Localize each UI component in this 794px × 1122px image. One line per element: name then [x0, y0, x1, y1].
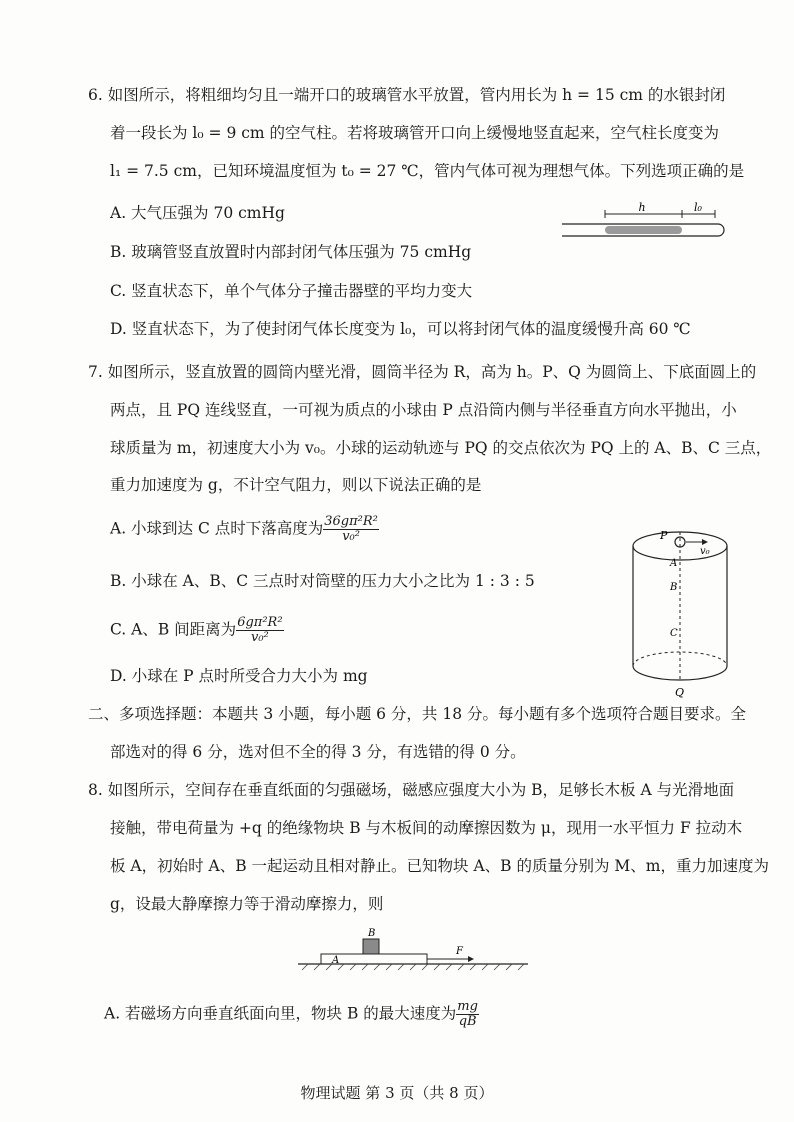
q8-option-a-numerator: mg — [457, 999, 478, 1014]
q7-fig-label-C: C — [670, 628, 678, 639]
q7-option-a-numerator: 36gπ²R² — [324, 514, 378, 529]
q7-cylinder-figure — [620, 518, 750, 700]
q7-option-c-numerator: 6gπ²R² — [237, 615, 283, 630]
q8-option-a-denominator: qB — [458, 1014, 477, 1029]
q8-option-a-fraction — [456, 1000, 479, 1029]
q6-stem-line1: 6. 如图所示，将粗细均匀且一端开口的玻璃管水平放置，管内用长为 h = 15 cm 的水银封闭 — [88, 86, 726, 104]
q8-fig-label-B: B — [368, 928, 376, 939]
q6-option-b: B. 玻璃管竖直放置时内部封闭气体压强为 75 cmHg — [110, 243, 472, 261]
section2-heading-line2: 部选对的得 6 分，选对但不全的得 3 分，有选错的得 0 分。 — [110, 743, 526, 761]
q7-option-b: B. 小球在 A、B、C 三点时对筒壁的压力大小之比为 1 : 3 : 5 — [110, 572, 535, 590]
q7-fig-label-A: A — [670, 558, 678, 569]
q6-fig-label-h: h — [638, 201, 646, 214]
q7-fig-label-Q: Q — [675, 686, 685, 699]
q8-option-a — [104, 1000, 479, 1029]
q7-stem-line1: 7. 如图所示，竖直放置的圆筒内壁光滑，圆筒半径为 R，高为 h。P、Q 为圆筒上、下底面圆上的 — [88, 363, 757, 381]
q7-option-a — [110, 515, 379, 544]
q8-stem-line1: 8. 如图所示，空间存在垂直纸面的匀强磁场，磁感应强度大小为 B，足够长木板 A 与光滑地面 — [88, 781, 735, 799]
q7-fig-label-v0: v₀ — [700, 546, 710, 557]
page-footer: 物理试题 第 3 页（共 8 页） — [300, 1084, 494, 1102]
q7-stem-line4: 重力加速度为 g，不计空气阻力，则以下说法正确的是 — [110, 476, 482, 494]
q8-stem-line2: 接触，带电荷量为 +q 的绝缘物块 B 与木板间的动摩擦因数为 μ，现用一水平恒力 F 拉动木 — [110, 819, 743, 837]
q7-option-a-text: A. 小球到达 C 点时下落高度为 — [110, 519, 324, 538]
q6-glass-tube-figure — [560, 200, 730, 244]
q7-option-c-fraction — [236, 616, 283, 645]
q6-fig-label-l0: l₀ — [694, 201, 702, 214]
q6-option-d: D. 竖直状态下，为了使封闭气体长度变为 l₀，可以将封闭气体的温度缓慢升高 60 ℃ — [110, 320, 691, 338]
q7-option-c-text: C. A、B 间距离为 — [110, 620, 237, 639]
q7-option-c — [110, 616, 284, 645]
q6-stem-line2: 着一段长为 l₀ = 9 cm 的空气柱。若将玻璃管开口向上缓慢地竖直起来，空气柱长度变为 — [110, 124, 720, 142]
q7-option-a-denominator: v₀² — [342, 529, 360, 544]
q6-option-a: A. 大气压强为 70 cmHg — [110, 204, 285, 222]
q7-fig-label-B: B — [670, 582, 678, 593]
q7-stem-line3: 球质量为 m，初速度大小为 v₀。小球的运动轨迹与 PQ 的交点依次为 PQ 上的 A、B、C 三点， — [110, 439, 772, 457]
q7-stem-line2: 两点，且 PQ 连线竖直，一可视为质点的小球由 P 点沿筒内侧与半径垂直方向水平抛出，小 — [110, 401, 737, 419]
q7-option-a-fraction — [323, 515, 379, 544]
q8-stem-line4: g，设最大静摩擦力等于滑动摩擦力，则 — [110, 895, 384, 913]
q8-fig-label-A: A — [332, 955, 340, 966]
q6-option-c: C. 竖直状态下，单个气体分子撞击器壁的平均力变大 — [110, 282, 473, 300]
q7-fig-label-P: P — [660, 529, 668, 542]
q7-option-d: D. 小球在 P 点时所受合力大小为 mg — [110, 667, 368, 685]
q8-stem-line3: 板 A，初始时 A、B 一起运动且相对静止。已知物块 A、B 的质量分别为 M、m，重力加速度为 — [110, 857, 769, 875]
q6-stem-line3: l₁ = 7.5 cm，已知环境温度恒为 t₀ = 27 ℃，管内气体可视为理想气体。下列选项正确的是 — [110, 162, 745, 180]
q8-fig-label-F: F — [456, 946, 463, 957]
q7-option-c-denominator: v₀² — [250, 630, 269, 645]
section2-heading-line1: 二、多项选择题：本题共 3 小题，每小题 6 分，共 18 分。每小题有多个选项符合题目要求。全 — [88, 705, 747, 723]
q8-board-block-figure — [296, 926, 536, 978]
q8-option-a-text: A. 若磁场方向垂直纸面向里，物块 B 的最大速度为 — [104, 1004, 457, 1023]
